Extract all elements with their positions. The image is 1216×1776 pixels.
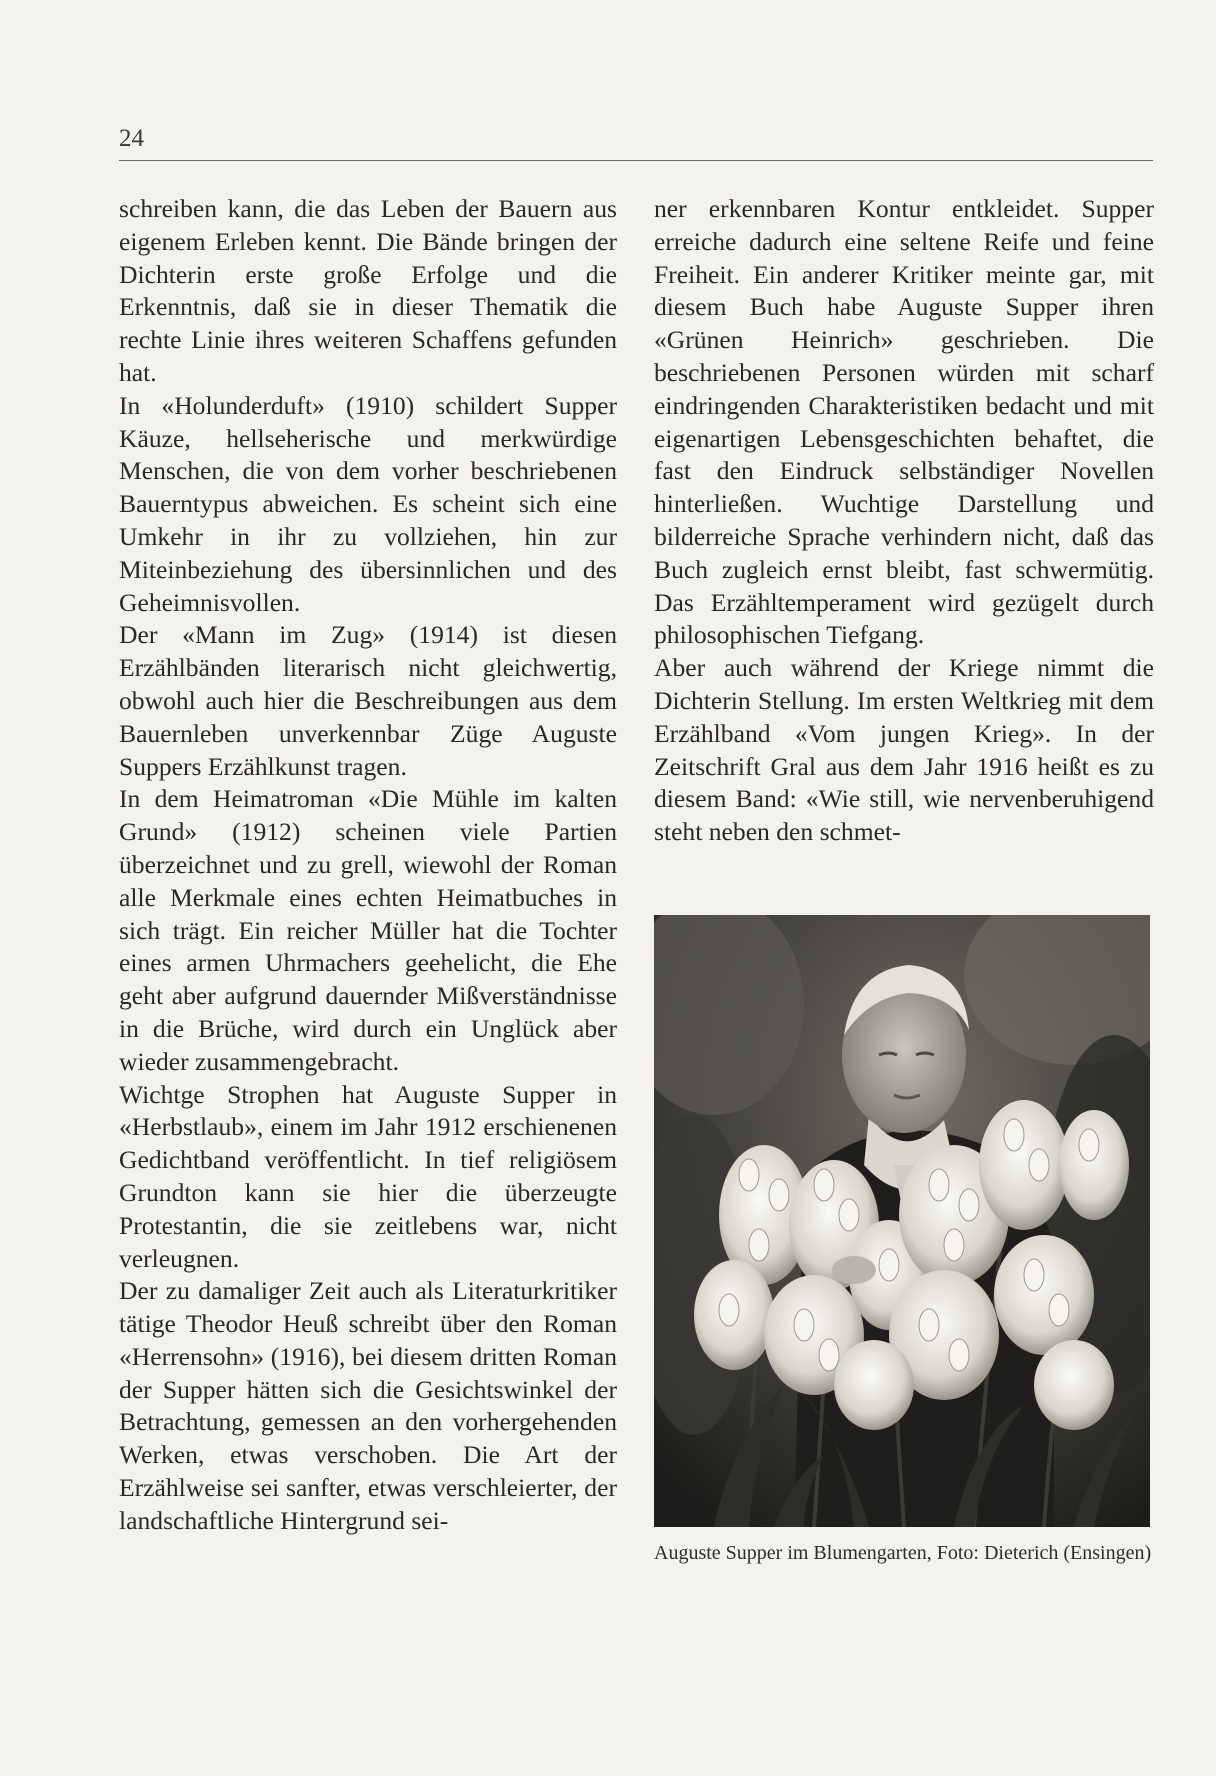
paragraph: In «Holunderduft» (1910) schildert Supper Käuze, hellseherische und merkwürdige Menschen, die von dem vorher beschriebenen Bauerntypus abweichen. Es scheint sich eine Umkehr in ihr zu vollziehen, hin zur Miteinbeziehung des übersinnlichen und des Geheimnisvollen. <box>119 390 617 617</box>
header-rule <box>119 160 1153 161</box>
left-text-column <box>119 193 617 1538</box>
right-text-column <box>654 193 1154 849</box>
paragraph: ner erkennbaren Kontur entkleidet. Supper erreiche dadurch eine seltene Reife und feine Freiheit. Ein anderer Kritiker meinte gar, mit diesem Buch habe Auguste Supper ihren «Grünen Heinrich» geschrieben. Die beschriebenen Personen würden mit scharf eindringenden Charakteristiken bedacht und mit eigenartigen Lebensgeschichten behaftet, die fast den Eindruck selbständiger Novellen hinterließen. Wuchtige Darstellung und bilderreiche Sprache verhindern nicht, daß das Buch zugleich ernst bleibt, fast schwermütig. Das Erzähltemperament wird gezügelt durch philosophischen Tiefgang. <box>654 194 1154 650</box>
paragraph: schreiben kann, die das Leben der Bauern aus eigenem Erleben kennt. Die Bände bringen der Dichterin erste große Erfolge und die Erkenntnis, daß sie in dieser Thematik die rechte Linie ihres weiteren Schaffens gefunden hat. <box>119 194 617 387</box>
page-number: 24 <box>119 125 144 152</box>
paragraph: Der zu damaliger Zeit auch als Literaturkritiker tätige Theodor Heuß schreibt über den Roman «Herrensohn» (1916), bei diesem dritten Roman der Supper hätten sich die Gesichtswinkel der Betrachtung, gemessen an den vorhergehenden Werken, etwas verschoben. Die Art der Erzählweise sei sanfter, etwas verschleierter, der landschaftliche Hintergrund sei- <box>119 1276 617 1535</box>
paragraph: Aber auch während der Kriege nimmt die Dichterin Stellung. Im ersten Weltkrieg mit dem Erzählband «Vom jungen Krieg». In der Zeitschrift Gral aus dem Jahr 1916 heißt es zu diesem Band: «Wie still, wie nervenberuhigend steht neben den schmet- <box>654 653 1154 847</box>
photo-caption: Auguste Supper im Blumengarten, Foto: Dieterich (Ensingen) <box>654 1542 1152 1564</box>
paragraph: Der «Mann im Zug» (1914) ist diesen Erzählbänden literarisch nicht gleichwertig, obwohl auch hier die Beschreibungen aus dem Bauernleben unverkennbar Züge Auguste Suppers Erzählkunst tragen. <box>119 620 617 781</box>
photo-woman-with-flowers <box>654 915 1150 1527</box>
paragraph: Wichtge Strophen hat Auguste Supper in «Herbstlaub», einem im Jahr 1912 erschienenen Gedichtband veröffentlicht. In tief religiösem Grundton kann sie hier die überzeugte Protestantin, die sie zeitlebens war, nicht verleugnen. <box>119 1079 617 1273</box>
paragraph: In dem Heimatroman «Die Mühle im kalten Grund» (1912) scheinen viele Partien überzeichnet und zu grell, wiewohl der Roman alle Merkmale eines echten Heimatbuches in sich trägt. Ein reicher Müller hat die Tochter eines armen Uhrmachers geehelicht, die Ehe geht aber aufgrund dauernder Mißverständnisse in die Brüche, wird durch ein Unglück aber wieder zusammengebracht. <box>119 784 617 1076</box>
